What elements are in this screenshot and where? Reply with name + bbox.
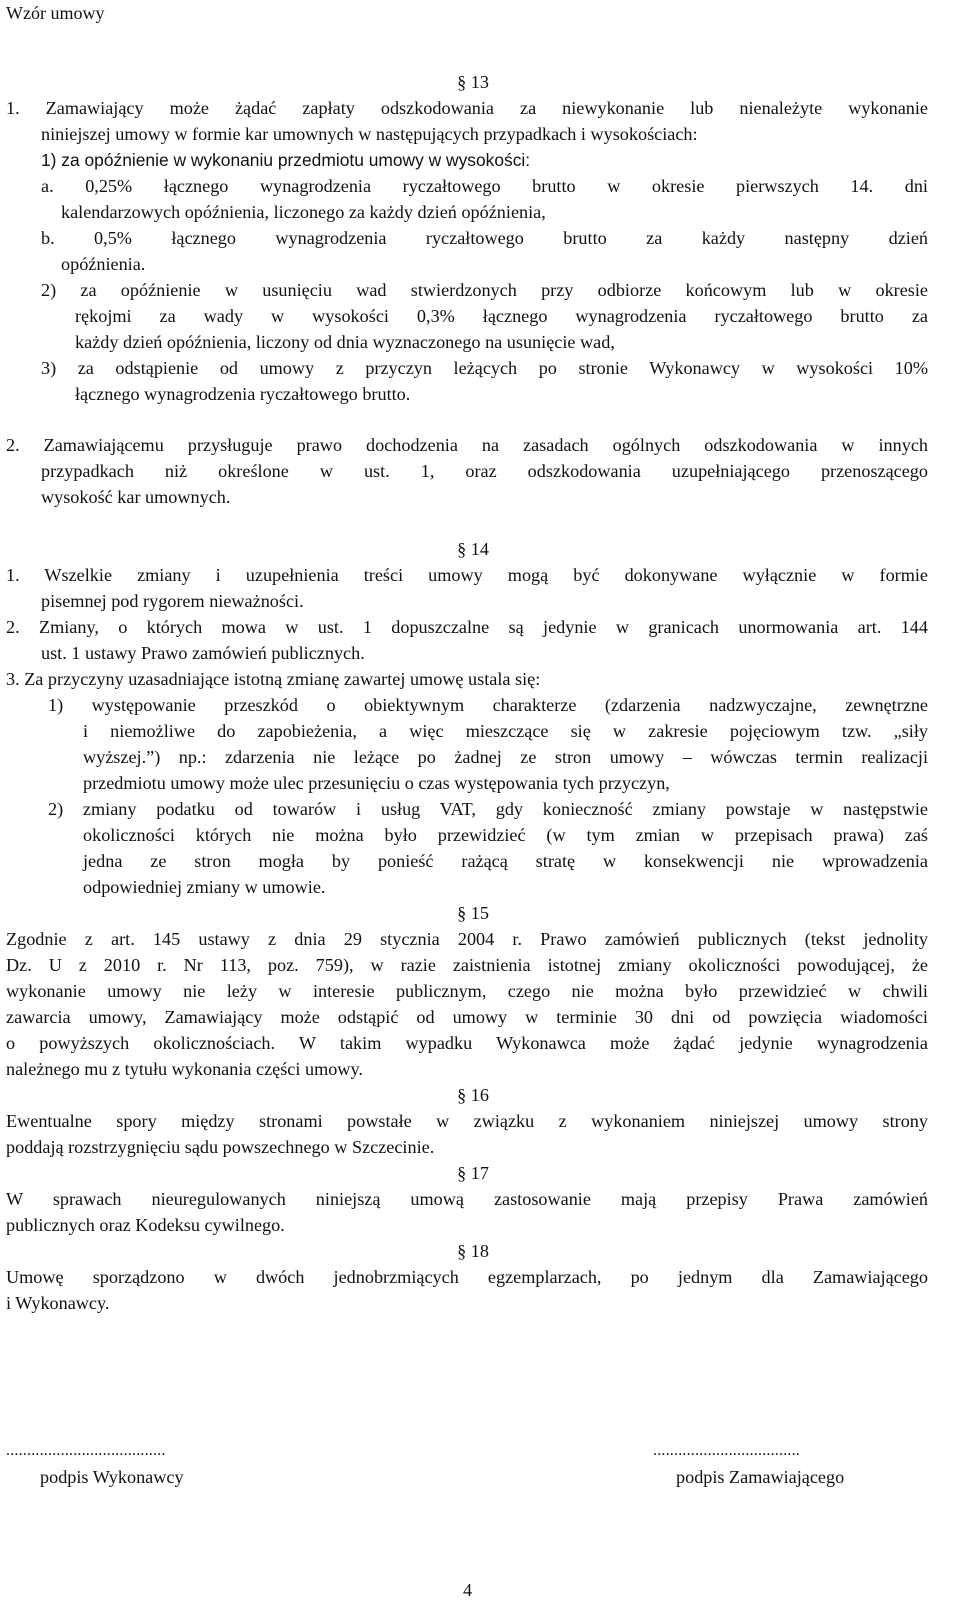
signature-line-contractor: ...................................... bbox=[6, 1442, 166, 1459]
text-line: poddają rozstrzygnięciu sądu powszechnego w Szczecinie. bbox=[6, 1137, 435, 1157]
section-sign: § bbox=[457, 72, 471, 92]
text-line: wykonanie umowy nie leży w interesie publicznym, czego nie można było przewidzieć w chwili bbox=[6, 981, 928, 1001]
text-line: opóźnienia. bbox=[61, 254, 146, 274]
text-line: Dz. U z 2010 r. Nr 113, poz. 759), w razie zaistnienia istotnej zmiany okoliczności powodującej, że bbox=[6, 955, 928, 975]
section-16-paragraph bbox=[6, 1108, 928, 1160]
section-13-heading: § 13 bbox=[457, 72, 489, 92]
text-line: Ewentualne spory między stronami powstałe w związku z wykonaniem niniejszej umowy strony bbox=[6, 1111, 928, 1131]
text-line: należnego mu z tytułu wykonania części umowy. bbox=[6, 1059, 363, 1079]
text-line: odpowiedniej zmiany w umowie. bbox=[83, 877, 326, 897]
text-line: 3) za odstąpienie od umowy z przyczyn leżących po stronie Wykonawcy w wysokości 10% bbox=[41, 358, 928, 378]
section-18-heading: § 18 bbox=[457, 1241, 489, 1261]
section-13-paragraph-2 bbox=[6, 432, 928, 510]
text-line: i niemożliwe do zapobieżenia, a więc mieszczące się w zakresie pojęciowym tzw. „siły bbox=[83, 721, 928, 741]
signature-label-contractor: podpis Wykonawcy bbox=[40, 1467, 184, 1487]
text-line: 2) za opóźnienie w usunięciu wad stwierdzonych przy odbiorze końcowym lub w okresie bbox=[41, 280, 928, 300]
section-14-heading: § 14 bbox=[457, 539, 489, 559]
section-15-paragraph bbox=[6, 926, 928, 1082]
text-line: b. 0,5% łącznego wynagrodzenia ryczałtowego brutto za każdy następny dzień bbox=[41, 228, 928, 248]
text-line: 1. Wszelkie zmiany i uzupełnienia treści umowy mogą być dokonywane wyłącznie w formie bbox=[6, 565, 928, 585]
text-line: 1) za opóźnienie w wykonaniu przedmiotu umowy w wysokości: bbox=[41, 150, 531, 170]
section-sign: § bbox=[457, 903, 471, 923]
section-17-heading: § 17 bbox=[457, 1163, 489, 1183]
text-line: jedna ze stron mogła by ponieść rażącą stratę w konsekwencji nie wprowadzenia bbox=[83, 851, 928, 871]
text-line: wyższej.”) np.: zdarzenia nie leżące po żadnej ze stron umowy – wówczas termin realizacji bbox=[83, 747, 928, 767]
text-line: a. 0,25% łącznego wynagrodzenia ryczałtowego brutto w okresie pierwszych 14. dni bbox=[41, 176, 928, 196]
section-sign: § bbox=[457, 539, 471, 559]
text-line: pisemnej pod rygorem nieważności. bbox=[41, 591, 304, 611]
text-line: W sprawach nieuregulowanych niniejszą umową zastosowanie mają przepisy Prawa zamówień bbox=[6, 1189, 928, 1209]
page-number: 4 bbox=[462, 1580, 473, 1600]
section-16-heading: § 16 bbox=[457, 1085, 489, 1105]
section-13-paragraph-1 bbox=[6, 95, 928, 173]
text-line: przypadkach niż określone w ust. 1, oraz odszkodowania uzupełniającego przenoszącego bbox=[41, 461, 928, 481]
section-17-paragraph bbox=[6, 1186, 928, 1238]
section-sign: § bbox=[457, 1163, 471, 1183]
text-line: okoliczności których nie można było przewidzieć (w tym zmian w przepisach prawa) zaś bbox=[83, 825, 928, 845]
text-line: 2) zmiany podatku od towarów i usług VAT, gdy konieczność zmiany powstaje w następstwie bbox=[48, 799, 928, 819]
text-line: ust. 1 ustawy Prawo zamówień publicznych. bbox=[41, 643, 365, 663]
text-line: 2. Zamawiającemu przysługuje prawo dochodzenia na zasadach ogólnych odszkodowania w innych bbox=[6, 435, 928, 455]
section-14-item-1 bbox=[48, 692, 928, 796]
text-line: 1) występowanie przeszkód o obiektywnym charakterze (zdarzenia nadzwyczajne, zewnętrzne bbox=[48, 695, 928, 715]
text-line: wysokość kar umownych. bbox=[41, 487, 231, 507]
text-line: Zgodnie z art. 145 ustawy z dnia 29 stycznia 2004 r. Prawo zamówień publicznych (tekst jednolity bbox=[6, 929, 928, 949]
text-line: 3. Za przyczyny uzasadniające istotną zmianę zawartej umowę ustala się: bbox=[6, 669, 541, 689]
section-sign: § bbox=[457, 1241, 471, 1261]
section-14-paragraphs bbox=[6, 562, 928, 692]
signature-line-client: ................................... bbox=[653, 1442, 800, 1459]
section-13-item-a bbox=[41, 173, 928, 277]
text-line: niniejszej umowy w formie kar umownych w następujących przypadkach i wysokościach: bbox=[41, 124, 698, 144]
text-line: każdy dzień opóźnienia, liczony od dnia wyznaczonego na usunięcie wad, bbox=[75, 332, 615, 352]
section-18-paragraph bbox=[6, 1264, 928, 1316]
section-15-heading: § 15 bbox=[457, 903, 489, 923]
text-line: przedmiotu umowy może ulec przesunięciu o czas występowania tych przyczyn, bbox=[83, 773, 670, 793]
section-13-item-2 bbox=[41, 277, 928, 407]
signature-label-client: podpis Zamawiającego bbox=[676, 1467, 845, 1487]
document-header: Wzór umowy bbox=[6, 3, 105, 23]
text-line: rękojmi za wady w wysokości 0,3% łącznego wynagrodzenia ryczałtowego brutto za bbox=[75, 306, 928, 326]
text-line: 1. Zamawiający może żądać zapłaty odszkodowania za niewykonanie lub nienależyte wykonanie bbox=[6, 98, 928, 118]
text-line: 2. Zmiany, o których mowa w ust. 1 dopuszczalne są jedynie w granicach unormowania art. 144 bbox=[6, 617, 928, 637]
text-line: zawarcia umowy, Zamawiający może odstąpić od umowy w terminie 30 dni od powzięcia wiadomości bbox=[6, 1007, 928, 1027]
text-line: i Wykonawcy. bbox=[6, 1293, 110, 1313]
section-14-item-2 bbox=[48, 796, 928, 900]
text-line: o powyższych okolicznościach. W takim wypadku Wykonawca może żądać jedynie wynagrodzenia bbox=[6, 1033, 928, 1053]
text-line: kalendarzowych opóźnienia, liczonego za każdy dzień opóźnienia, bbox=[61, 202, 546, 222]
text-line: łącznego wynagrodzenia ryczałtowego brutto. bbox=[75, 384, 411, 404]
section-sign: § bbox=[457, 1085, 471, 1105]
text-line: Umowę sporządzono w dwóch jednobrzmiących egzemplarzach, po jednym dla Zamawiającego bbox=[6, 1267, 928, 1287]
text-line: publicznych oraz Kodeksu cywilnego. bbox=[6, 1215, 285, 1235]
